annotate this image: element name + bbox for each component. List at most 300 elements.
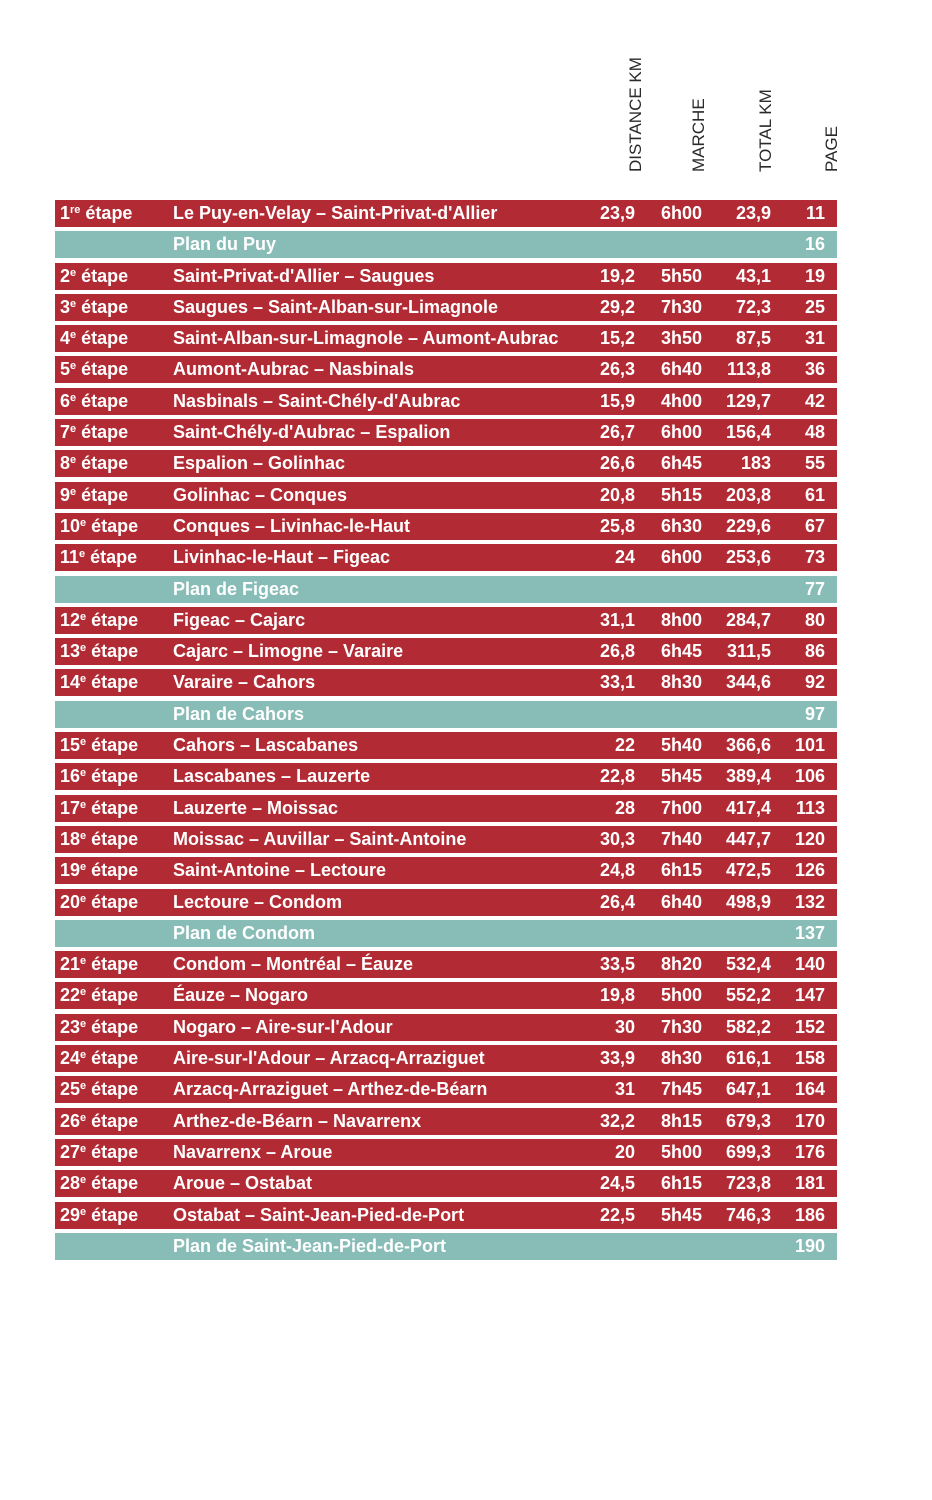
total-km: 253,6 [725, 547, 771, 568]
distance-km: 24,5 [599, 1173, 635, 1194]
stage-row [55, 732, 837, 759]
page-number: 97 [804, 703, 825, 724]
page-number: 92 [804, 672, 825, 693]
stage-word: étape [76, 422, 129, 443]
page-number: 186 [794, 1204, 825, 1225]
stage-word: étape [86, 609, 139, 630]
walking-time: 6h30 [661, 515, 703, 536]
stage-ordinal-suffix: e [70, 360, 77, 373]
page-number: 152 [794, 1016, 825, 1037]
header-total: TOTAL KM [756, 89, 775, 172]
total-km: 43,1 [735, 265, 771, 286]
stage-number: 29 [60, 1204, 81, 1225]
stage-number: 8 [60, 453, 71, 474]
stage-label [60, 795, 138, 822]
walking-time: 7h40 [661, 828, 703, 849]
distance-km: 31 [614, 1079, 635, 1100]
route-name: Aroue – Ostabat [173, 1173, 313, 1194]
column-headers [0, 57, 932, 192]
walking-time: 7h45 [661, 1079, 703, 1100]
stage-label [60, 732, 138, 759]
stage-row [55, 513, 837, 540]
distance-km: 25,8 [599, 515, 635, 536]
distance-km: 26,4 [599, 891, 635, 912]
route-name: Arzacq-Arraziguet – Arthez-de-Béarn [173, 1079, 488, 1100]
distance-km: 20 [614, 1141, 635, 1162]
stage-ordinal-suffix: e [79, 548, 86, 561]
route-name: Moissac – Auvillar – Saint-Antoine [173, 828, 467, 849]
stage-label [60, 1045, 138, 1072]
total-km: 498,9 [725, 891, 771, 912]
page-number: 147 [794, 985, 825, 1006]
stage-word: étape [86, 860, 139, 881]
stage-label [60, 513, 138, 540]
stage-ordinal-suffix: e [80, 736, 87, 749]
stage-ordinal-suffix: e [80, 1111, 87, 1124]
stage-label [60, 263, 128, 290]
stage-label [60, 638, 138, 665]
total-km: 366,6 [725, 735, 771, 756]
page-number: 16 [804, 234, 825, 255]
distance-km: 29,2 [599, 296, 635, 317]
stage-label [60, 826, 138, 853]
stage-ordinal-suffix: e [80, 892, 87, 905]
total-km: 344,6 [725, 672, 771, 693]
stage-ordinal-suffix: e [80, 861, 87, 874]
stage-label [60, 1076, 138, 1103]
plan-row [55, 231, 837, 258]
stage-label [60, 450, 128, 477]
stage-label [60, 325, 128, 352]
route-name: Conques – Livinhac-le-Haut [173, 515, 411, 536]
stage-word: étape [80, 203, 133, 223]
stage-number: 19 [60, 860, 81, 881]
stage-ordinal-suffix: e [80, 798, 87, 811]
total-km: 723,8 [725, 1173, 771, 1194]
walking-time: 7h30 [661, 296, 703, 317]
walking-time: 5h00 [661, 985, 703, 1006]
walking-time: 8h00 [661, 609, 703, 630]
walking-time: 7h30 [661, 1016, 703, 1037]
distance-km: 24,8 [599, 860, 635, 881]
stage-row [55, 951, 837, 978]
stage-row [55, 1202, 837, 1229]
stage-word: étape [86, 1110, 139, 1131]
stage-row [55, 1045, 837, 1072]
walking-time: 5h15 [661, 484, 703, 505]
route-name: Lauzerte – Moissac [173, 797, 339, 818]
stage-row [55, 1170, 837, 1197]
plan-row [55, 920, 837, 947]
stage-word: étape [76, 265, 129, 286]
header-marche: MARCHE [689, 98, 708, 172]
total-km: 532,4 [725, 954, 771, 975]
walking-time: 6h40 [661, 891, 703, 912]
stage-number: 7 [60, 422, 71, 443]
stage-ordinal-suffix: e [70, 329, 77, 342]
stage-row [55, 1108, 837, 1135]
stage-number: 14 [60, 672, 81, 693]
stage-word: étape [86, 672, 139, 693]
route-name: Saint-Privat-d'Allier – Saugues [173, 265, 435, 286]
stage-number: 17 [60, 797, 81, 818]
total-km: 129,7 [725, 390, 771, 411]
stage-label [60, 419, 128, 446]
stage-row [55, 669, 837, 696]
distance-km: 23,9 [599, 203, 635, 223]
stage-number: 11 [60, 547, 80, 568]
route-name: Espalion – Golinhac [173, 453, 346, 474]
stage-number: 23 [60, 1016, 81, 1037]
stage-row [55, 889, 837, 916]
total-km: 113,8 [726, 359, 771, 380]
stage-ordinal-suffix: e [70, 485, 77, 498]
distance-km: 33,5 [599, 954, 635, 975]
stage-label [60, 889, 138, 916]
stage-number: 9 [60, 484, 71, 505]
total-km: 417,4 [725, 797, 771, 818]
stage-number: 12 [60, 609, 81, 630]
stage-label [60, 1014, 138, 1041]
stage-word: étape [86, 641, 139, 662]
walking-time: 5h50 [661, 265, 703, 286]
total-km: 582,2 [725, 1016, 771, 1037]
stage-label [60, 388, 128, 415]
stage-word: étape [85, 547, 138, 568]
total-km: 72,3 [735, 296, 771, 317]
total-km: 699,3 [725, 1141, 771, 1162]
stage-row [55, 263, 837, 290]
stage-number: 2 [60, 265, 71, 286]
distance-km: 26,8 [599, 641, 635, 662]
distance-km: 24 [614, 547, 635, 568]
stage-word: étape [86, 1079, 139, 1100]
stage-row [55, 1014, 837, 1041]
total-km: 229,6 [725, 515, 771, 536]
stage-word: étape [86, 954, 139, 975]
page-number: 137 [794, 922, 825, 943]
stage-label [60, 482, 128, 509]
stage-ordinal-suffix: e [80, 1080, 87, 1093]
stage-row [55, 1139, 837, 1166]
total-km: 552,2 [725, 985, 771, 1006]
route-name: Nogaro – Aire-sur-l'Adour [173, 1016, 393, 1037]
page-number: 190 [794, 1235, 825, 1256]
route-name: Saugues – Saint-Alban-sur-Limagnole [173, 296, 499, 317]
page-number: 132 [794, 891, 825, 912]
stage-ordinal-suffix: e [80, 829, 87, 842]
page-number: 140 [794, 954, 825, 975]
stage-number: 3 [60, 296, 71, 317]
distance-km: 30,3 [599, 828, 635, 849]
route-name: Lascabanes – Lauzerte [173, 766, 371, 787]
walking-time: 4h00 [661, 390, 703, 411]
walking-time: 5h45 [661, 766, 703, 787]
route-name: Aire-sur-l'Adour – Arzacq-Arraziguet [173, 1048, 485, 1069]
distance-km: 32,2 [599, 1110, 635, 1131]
route-name: Saint-Antoine – Lectoure [173, 860, 387, 881]
walking-time: 6h00 [661, 422, 703, 443]
stage-row [55, 544, 837, 571]
page-number: 80 [804, 609, 825, 630]
stage-number: 4 [60, 328, 71, 349]
stage-row [55, 607, 837, 634]
page-number: 126 [794, 860, 825, 881]
distance-km: 19,8 [599, 985, 635, 1006]
stage-word: étape [86, 797, 139, 818]
stage-label [60, 200, 132, 227]
walking-time: 6h40 [661, 359, 703, 380]
stage-ordinal-suffix: e [70, 266, 77, 279]
stage-row [55, 200, 837, 227]
walking-time: 5h00 [661, 1141, 703, 1162]
total-km: 472,5 [725, 860, 771, 881]
stage-number: 15 [60, 735, 81, 756]
stage-label [60, 1170, 138, 1197]
stage-label [60, 763, 138, 790]
walking-time: 6h00 [661, 547, 703, 568]
page-number: 19 [804, 265, 825, 286]
distance-km: 31,1 [599, 609, 635, 630]
plan-title: Plan de Cahors [173, 703, 305, 724]
plan-title: Plan de Condom [173, 922, 316, 943]
stage-word: étape [86, 1048, 139, 1069]
total-km: 203,8 [725, 484, 771, 505]
header-distance: DISTANCE KM [626, 57, 645, 172]
plan-row [55, 576, 837, 603]
route-name: Aumont-Aubrac – Nasbinals [173, 359, 415, 380]
stage-label [60, 356, 128, 383]
stage-word: étape [76, 296, 129, 317]
route-name: Lectoure – Condom [173, 891, 343, 912]
page-number: 25 [804, 296, 825, 317]
page-number: 86 [804, 641, 825, 662]
stage-ordinal-suffix: e [70, 391, 77, 404]
stage-number: 6 [60, 390, 71, 411]
stage-word: étape [86, 1173, 139, 1194]
walking-time: 6h45 [661, 641, 703, 662]
distance-km: 22,5 [599, 1204, 635, 1225]
stage-word: étape [86, 985, 139, 1006]
walking-time: 6h45 [661, 453, 703, 474]
page-number: 31 [804, 328, 825, 349]
total-km: 183 [740, 453, 771, 474]
stage-row [55, 482, 837, 509]
route-name: Figeac – Cajarc [173, 609, 306, 630]
total-km: 647,1 [725, 1079, 771, 1100]
stage-word: étape [86, 828, 139, 849]
stage-label [60, 1202, 138, 1229]
stage-word: étape [76, 328, 129, 349]
distance-km: 20,8 [599, 484, 635, 505]
stage-ordinal-suffix: e [80, 1174, 87, 1187]
route-name: Arthez-de-Béarn – Navarrenx [173, 1110, 422, 1131]
stage-word: étape [86, 1141, 139, 1162]
stage-number: 26 [60, 1110, 81, 1131]
stage-label [60, 982, 138, 1009]
route-name: Varaire – Cahors [173, 672, 316, 693]
distance-km: 33,1 [599, 672, 635, 693]
stage-word: étape [86, 766, 139, 787]
stage-number: 16 [60, 766, 81, 787]
page-number: 73 [804, 547, 825, 568]
page-number: 113 [795, 797, 825, 818]
distance-km: 15,9 [599, 390, 635, 411]
page-number: 170 [794, 1110, 825, 1131]
page-number: 158 [794, 1048, 825, 1069]
distance-km: 33,9 [599, 1048, 635, 1069]
walking-time: 7h00 [661, 797, 703, 818]
stage-number: 24 [60, 1048, 81, 1069]
stage-row [55, 763, 837, 790]
distance-km: 22,8 [599, 766, 635, 787]
stage-label [60, 544, 137, 571]
plan-title: Plan de Figeac [173, 578, 300, 599]
page-number: 48 [804, 422, 825, 443]
page-number: 61 [804, 484, 825, 505]
total-km: 87,5 [735, 328, 771, 349]
page-number: 55 [804, 453, 825, 474]
stage-ordinal-suffix: e [80, 1017, 87, 1030]
stage-number: 18 [60, 828, 81, 849]
stage-word: étape [86, 515, 139, 536]
stage-number: 13 [60, 641, 81, 662]
stage-ordinal-suffix: e [80, 642, 87, 655]
distance-km: 19,2 [599, 265, 635, 286]
route-name: Condom – Montréal – Éauze [173, 954, 414, 975]
stage-label [60, 1108, 138, 1135]
stage-word: étape [76, 390, 129, 411]
stage-ordinal-suffix: e [70, 423, 77, 436]
stage-row [55, 294, 837, 321]
distance-km: 28 [614, 797, 635, 818]
stage-number: 27 [60, 1141, 81, 1162]
stage-ordinal-suffix: e [80, 767, 87, 780]
stage-ordinal-suffix: e [80, 1142, 87, 1155]
stage-row [55, 857, 837, 884]
stage-label [60, 294, 128, 321]
page-number: 176 [794, 1141, 825, 1162]
stage-ordinal-suffix: e [70, 454, 77, 467]
walking-time: 8h30 [661, 1048, 703, 1069]
page-number: 181 [794, 1173, 825, 1194]
total-km: 679,3 [725, 1110, 771, 1131]
distance-km: 30 [614, 1016, 635, 1037]
plan-row [55, 1233, 837, 1260]
walking-time: 8h15 [661, 1110, 703, 1131]
stage-word: étape [86, 891, 139, 912]
stage-number: 20 [60, 891, 81, 912]
stage-word: étape [86, 1204, 139, 1225]
walking-time: 8h30 [661, 672, 703, 693]
page-number: 164 [794, 1079, 825, 1100]
walking-time: 6h15 [661, 860, 703, 881]
stage-row [55, 982, 837, 1009]
stage-row [55, 1076, 837, 1103]
stage-row [55, 419, 837, 446]
page-number: 77 [804, 578, 825, 599]
walking-time: 6h15 [661, 1173, 703, 1194]
stage-number: 5 [60, 359, 71, 380]
total-km: 616,1 [725, 1048, 771, 1069]
page-number: 11 [805, 203, 825, 223]
stage-row [55, 826, 837, 853]
route-name: Navarrenx – Aroue [173, 1141, 333, 1162]
stage-label [60, 669, 138, 696]
stage-ordinal-suffix: e [80, 516, 87, 529]
walking-time: 6h00 [661, 203, 703, 223]
plan-title: Plan de Saint-Jean-Pied-de-Port [173, 1235, 447, 1256]
distance-km: 26,3 [599, 359, 635, 380]
walking-time: 5h40 [661, 735, 703, 756]
distance-km: 22 [614, 735, 635, 756]
stage-ordinal-suffix: re [70, 204, 81, 216]
page-number: 120 [794, 828, 825, 849]
stage-label [60, 607, 138, 634]
walking-time: 8h20 [661, 954, 703, 975]
route-name: Éauze – Nogaro [173, 985, 309, 1006]
stage-row [55, 638, 837, 665]
stage-ordinal-suffix: e [80, 955, 87, 968]
stage-ordinal-suffix: e [80, 1049, 87, 1062]
stage-number: 1 [60, 203, 71, 223]
page-number: 67 [804, 515, 825, 536]
stage-row [55, 450, 837, 477]
total-km: 156,4 [725, 422, 771, 443]
stage-number: 21 [60, 954, 81, 975]
stage-number: 10 [60, 515, 81, 536]
route-name: Saint-Alban-sur-Limagnole – Aumont-Aubrac [173, 328, 559, 349]
stage-row [55, 356, 837, 383]
page-number: 36 [804, 359, 825, 380]
total-km: 746,3 [725, 1204, 771, 1225]
stage-number: 28 [60, 1173, 81, 1194]
stage-ordinal-suffix: e [80, 610, 87, 623]
stage-table [55, 200, 837, 1264]
stage-number: 25 [60, 1079, 81, 1100]
distance-km: 15,2 [599, 328, 635, 349]
total-km: 284,7 [725, 609, 771, 630]
route-name: Le Puy-en-Velay – Saint-Privat-d'Allier [173, 203, 498, 223]
route-name: Ostabat – Saint-Jean-Pied-de-Port [173, 1204, 465, 1225]
stage-label [60, 951, 138, 978]
page-number: 106 [794, 766, 825, 787]
route-name: Cajarc – Limogne – Varaire [173, 641, 404, 662]
stage-word: étape [76, 359, 129, 380]
page-number: 101 [794, 735, 825, 756]
route-name: Nasbinals – Saint-Chély-d'Aubrac [173, 390, 461, 411]
walking-time: 5h45 [661, 1204, 703, 1225]
route-name: Livinhac-le-Haut – Figeac [173, 547, 391, 568]
total-km: 389,4 [725, 766, 771, 787]
stage-ordinal-suffix: e [80, 1205, 87, 1218]
route-name: Saint-Chély-d'Aubrac – Espalion [173, 422, 451, 443]
page-number: 42 [804, 390, 825, 411]
stage-number: 22 [60, 985, 81, 1006]
stage-word: étape [76, 484, 129, 505]
stage-ordinal-suffix: e [80, 673, 87, 686]
distance-km: 26,7 [599, 422, 635, 443]
stage-row [55, 795, 837, 822]
stage-label [60, 1139, 138, 1166]
route-name: Golinhac – Conques [173, 484, 348, 505]
route-name: Cahors – Lascabanes [173, 735, 359, 756]
stage-word: étape [86, 735, 139, 756]
distance-km: 26,6 [599, 453, 635, 474]
stage-word: étape [86, 1016, 139, 1037]
total-km: 447,7 [725, 828, 771, 849]
stage-label [60, 857, 138, 884]
